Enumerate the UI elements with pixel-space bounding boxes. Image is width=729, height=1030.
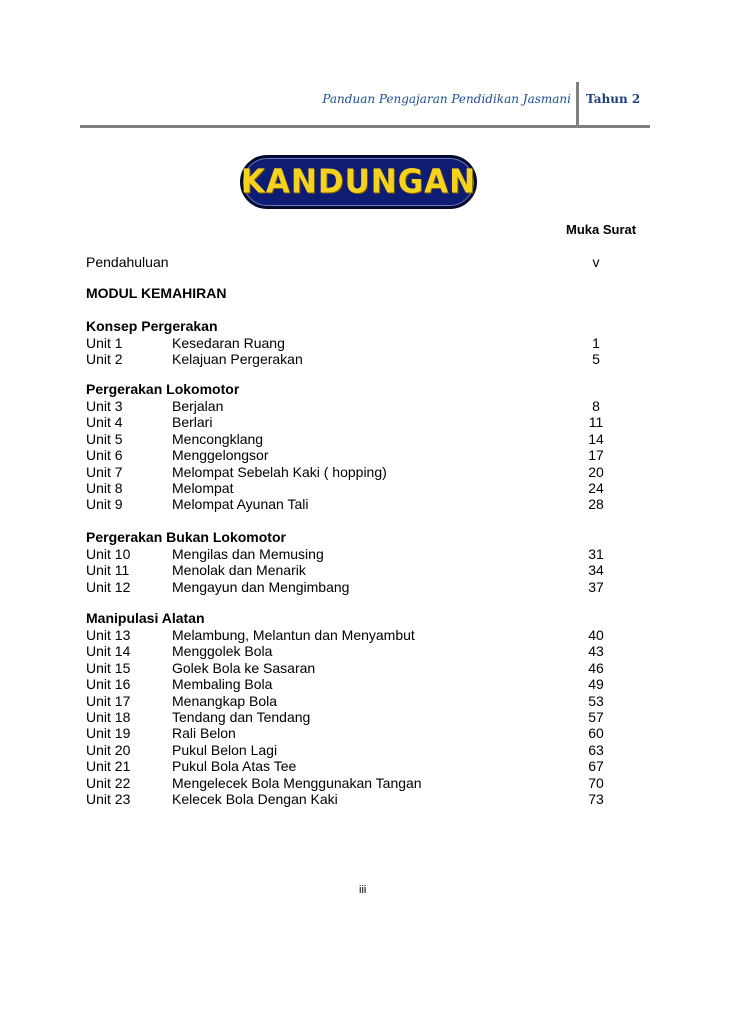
toc-page-number: v bbox=[592, 254, 600, 270]
toc-page-number: 63 bbox=[588, 741, 604, 758]
toc-entry-title: Pukul Belon Lagi bbox=[172, 741, 278, 758]
toc-page-number: 60 bbox=[588, 725, 604, 742]
toc-entry-title: Mencongklang bbox=[172, 430, 264, 447]
toc-unit-label: Unit 4 bbox=[86, 414, 123, 431]
toc-unit-label: Unit 23 bbox=[86, 791, 131, 807]
contents-banner bbox=[240, 155, 477, 209]
toc-unit-label: Unit 15 bbox=[86, 659, 131, 676]
toc-entry-title: Membaling Bola bbox=[172, 676, 273, 693]
page-column-heading: Muka Surat bbox=[566, 222, 637, 237]
toc-row[interactable] bbox=[86, 496, 626, 513]
toc-page-number: 53 bbox=[588, 692, 604, 709]
toc-page-number: 31 bbox=[588, 546, 604, 562]
header-year: Tahun 2 bbox=[586, 92, 641, 106]
toc-page-number: 34 bbox=[588, 562, 604, 579]
toc-row[interactable] bbox=[86, 676, 626, 693]
toc-unit-label: Unit 3 bbox=[86, 398, 123, 414]
toc-page-number: 37 bbox=[588, 578, 604, 595]
toc-entry-title: Rali Belon bbox=[172, 725, 236, 742]
toc-entry-title: Golek Bola ke Sasaran bbox=[172, 659, 316, 676]
toc-entry-title: Pukul Bola Atas Tee bbox=[172, 758, 297, 775]
toc-entry-title: Kesedaran Ruang bbox=[172, 335, 285, 351]
toc-row[interactable] bbox=[86, 775, 626, 792]
toc-entry-title: Berjalan bbox=[172, 398, 224, 414]
toc-entry-title: Kelajuan Pergerakan bbox=[172, 351, 303, 368]
toc-page-number: 43 bbox=[588, 643, 604, 660]
toc-unit-label: Unit 13 bbox=[86, 627, 131, 643]
toc-row[interactable] bbox=[86, 579, 626, 596]
toc-page-number: 8 bbox=[592, 398, 600, 414]
toc-entry-title: Menolak dan Menarik bbox=[172, 562, 306, 579]
section-heading: Manipulasi Alatan bbox=[86, 610, 205, 626]
toc-unit-label: Unit 22 bbox=[86, 774, 131, 791]
toc-page-number: 24 bbox=[588, 480, 604, 496]
toc-entry-title: Menangkap Bola bbox=[172, 692, 278, 709]
toc-entry-title: Menggolek Bola bbox=[172, 643, 273, 660]
toc-page-number: 11 bbox=[588, 414, 604, 431]
banner-title: KANDUNGAN bbox=[240, 163, 477, 201]
toc-page-number: 40 bbox=[588, 627, 604, 643]
toc-unit-label: Unit 10 bbox=[86, 546, 131, 562]
toc-entry-title: Kelecek Bola Dengan Kaki bbox=[172, 791, 338, 807]
toc-entry-title: Berlari bbox=[172, 414, 213, 431]
toc-page-number: 20 bbox=[588, 463, 604, 480]
toc-row-pendahuluan[interactable] bbox=[86, 254, 626, 271]
toc-unit-label: Unit 11 bbox=[86, 562, 130, 579]
toc-row[interactable] bbox=[86, 351, 626, 368]
toc-unit-label: Unit 12 bbox=[86, 578, 131, 595]
toc-row[interactable] bbox=[86, 709, 626, 726]
toc-page-number: 14 bbox=[588, 430, 604, 447]
toc-entry-title: Mengelecek Bola Menggunakan Tangan bbox=[172, 774, 422, 791]
toc-row[interactable] bbox=[86, 742, 626, 759]
toc-entry-title: Tendang dan Tendang bbox=[172, 709, 311, 725]
section-heading: Pergerakan Lokomotor bbox=[86, 381, 240, 397]
toc-page-number: 1 bbox=[592, 335, 600, 351]
header-divider bbox=[576, 82, 579, 126]
toc-entry-title: Melompat Sebelah Kaki ( hopping) bbox=[172, 463, 387, 480]
toc-page-number: 28 bbox=[588, 496, 604, 513]
toc-entry-title: Mengayun dan Mengimbang bbox=[172, 578, 350, 595]
toc-row[interactable] bbox=[86, 414, 626, 431]
toc-unit-label: Unit 18 bbox=[86, 709, 131, 725]
toc-unit-label: Unit 14 bbox=[86, 643, 131, 660]
toc-row[interactable] bbox=[86, 660, 626, 677]
toc-row[interactable] bbox=[86, 398, 626, 415]
toc-unit-label: Unit 5 bbox=[86, 430, 123, 447]
toc-unit-label: Unit 7 bbox=[86, 463, 123, 480]
toc-page-number: 5 bbox=[592, 351, 600, 368]
page-number: iii bbox=[359, 884, 367, 896]
toc-row[interactable] bbox=[86, 758, 626, 775]
header-title: Panduan Pengajaran Pendidikan Jasmani bbox=[322, 92, 571, 106]
toc-page-number: 70 bbox=[588, 774, 604, 791]
toc-row[interactable] bbox=[86, 546, 626, 563]
toc-page-number: 57 bbox=[588, 709, 604, 725]
toc-row[interactable] bbox=[86, 693, 626, 710]
toc-entry-title: Melambung, Melantun dan Menyambut bbox=[172, 627, 415, 643]
toc-unit-label: Unit 9 bbox=[86, 496, 123, 513]
toc-row[interactable] bbox=[86, 447, 626, 464]
toc-unit-label: Unit 2 bbox=[86, 351, 123, 368]
header-rule bbox=[80, 125, 650, 128]
toc-page-number: 73 bbox=[588, 791, 604, 807]
section-heading: Konsep Pergerakan bbox=[86, 318, 218, 334]
toc-unit-label: Unit 16 bbox=[86, 676, 131, 693]
toc-row[interactable] bbox=[86, 335, 626, 352]
toc-page-number: 49 bbox=[588, 676, 604, 693]
toc-unit-label: Unit 6 bbox=[86, 447, 123, 464]
toc-unit-label: Unit 17 bbox=[86, 692, 131, 709]
toc-entry-title: Menggelongsor bbox=[172, 447, 269, 464]
toc-row[interactable] bbox=[86, 725, 626, 742]
toc-row[interactable] bbox=[86, 431, 626, 448]
toc-entry-title: Mengilas dan Memusing bbox=[172, 546, 324, 562]
toc-unit-label: Unit 8 bbox=[86, 480, 123, 496]
toc-row[interactable] bbox=[86, 562, 626, 579]
toc-page-number: 67 bbox=[588, 758, 604, 775]
toc-unit-label: Unit 19 bbox=[86, 725, 131, 742]
toc-entry-title: Pendahuluan bbox=[86, 254, 169, 270]
toc-page-number: 17 bbox=[588, 447, 604, 464]
toc-unit-label: Unit 21 bbox=[86, 758, 131, 775]
toc-row[interactable] bbox=[86, 627, 626, 644]
toc-page-number: 46 bbox=[588, 659, 604, 676]
toc-row[interactable] bbox=[86, 464, 626, 481]
toc-entry-title: Melompat bbox=[172, 480, 234, 496]
toc-unit-label: Unit 20 bbox=[86, 741, 131, 758]
toc-unit-label: Unit 1 bbox=[86, 335, 123, 351]
toc-row[interactable] bbox=[86, 791, 626, 808]
toc-entry-title: Melompat Ayunan Tali bbox=[172, 496, 309, 513]
page-header bbox=[0, 0, 729, 130]
toc-row[interactable] bbox=[86, 643, 626, 660]
toc-row[interactable] bbox=[86, 480, 626, 497]
module-heading: MODUL KEMAHIRAN bbox=[86, 285, 227, 301]
section-heading: Pergerakan Bukan Lokomotor bbox=[86, 529, 286, 545]
